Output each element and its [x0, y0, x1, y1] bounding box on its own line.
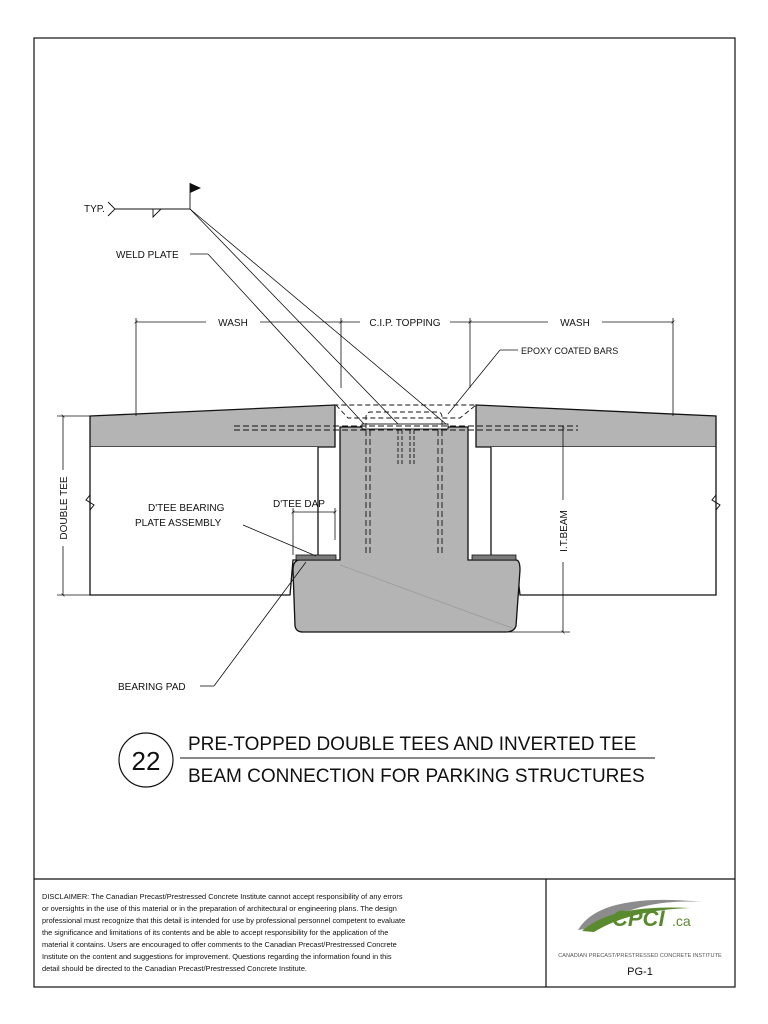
- disclaimer-line: professional must recognize that this detail is intended for use by professional personnel competent to evaluate: [42, 916, 406, 925]
- disclaimer-line: DISCLAIMER: The Canadian Precast/Prestressed Concrete Institute cannot accept responsibility of any errors: [42, 892, 403, 901]
- detail-title-line2: BEAM CONNECTION FOR PARKING STRUCTURES: [188, 766, 645, 787]
- cpci-logo: [558, 900, 722, 959]
- disclaimer-line: detail should be directed to the Canadian Precast/Prestressed Concrete Institute.: [42, 964, 307, 973]
- weld-plate: [362, 424, 448, 429]
- right-tee-stem: [491, 447, 716, 595]
- weld-plate-label: WELD PLATE: [116, 250, 179, 261]
- inverted-tee-beam: [293, 427, 520, 632]
- bearing-plate-label-2: PLATE ASSEMBLY: [135, 518, 222, 529]
- disclaimer-line: or oversights in the use of this material or in the preparation of architectural or engineering plans. The design: [42, 904, 397, 913]
- disclaimer-block: [42, 892, 405, 973]
- sheet-id: PG-1: [627, 966, 653, 978]
- detail-title-line1: PRE-TOPPED DOUBLE TEES AND INVERTED TEE: [188, 734, 637, 755]
- detail-number: 22: [131, 746, 161, 776]
- it-beam-label: I.T.BEAM: [559, 510, 570, 552]
- weld-symbol-tail: [108, 202, 115, 216]
- disclaimer-line: the significance and limitations of its contents and be able to accept responsibility for the application of the: [42, 928, 389, 937]
- fillet-weld-symbol: [153, 209, 161, 217]
- wash-left-label: WASH: [218, 318, 248, 329]
- field-weld-flag-icon: [190, 183, 201, 193]
- right-bearing-plate: [472, 555, 516, 560]
- wash-right-label: WASH: [560, 318, 590, 329]
- cip-topping-label: C.I.P. TOPPING: [369, 318, 441, 329]
- bearing-plate-label-1: D'TEE BEARING: [148, 503, 225, 514]
- logo-mark: CPCI: [612, 906, 665, 931]
- epoxy-leader-2: [448, 350, 500, 414]
- logo-org-name: CANADIAN PRECAST/PRESTRESSED CONCRETE INSTITUTE: [558, 953, 722, 959]
- bearing-pad-label: BEARING PAD: [118, 682, 186, 693]
- typ-label: TYP.: [84, 204, 105, 215]
- disclaimer-line: material it contains. Users are encouraged to offer comments to the Canadian Precast/Prestressed Concrete: [42, 940, 397, 949]
- logo-suffix: .ca: [672, 913, 691, 929]
- disclaimer-line: Institute on the content and suggestions for improvement. Questions regarding the information found in this: [42, 952, 392, 961]
- right-topping-flange: [476, 405, 716, 447]
- double-tee-label: DOUBLE TEE: [59, 476, 70, 540]
- dtee-dap-label: D'TEE DAP: [273, 499, 325, 510]
- epoxy-bars-label: EPOXY COATED BARS: [521, 346, 619, 356]
